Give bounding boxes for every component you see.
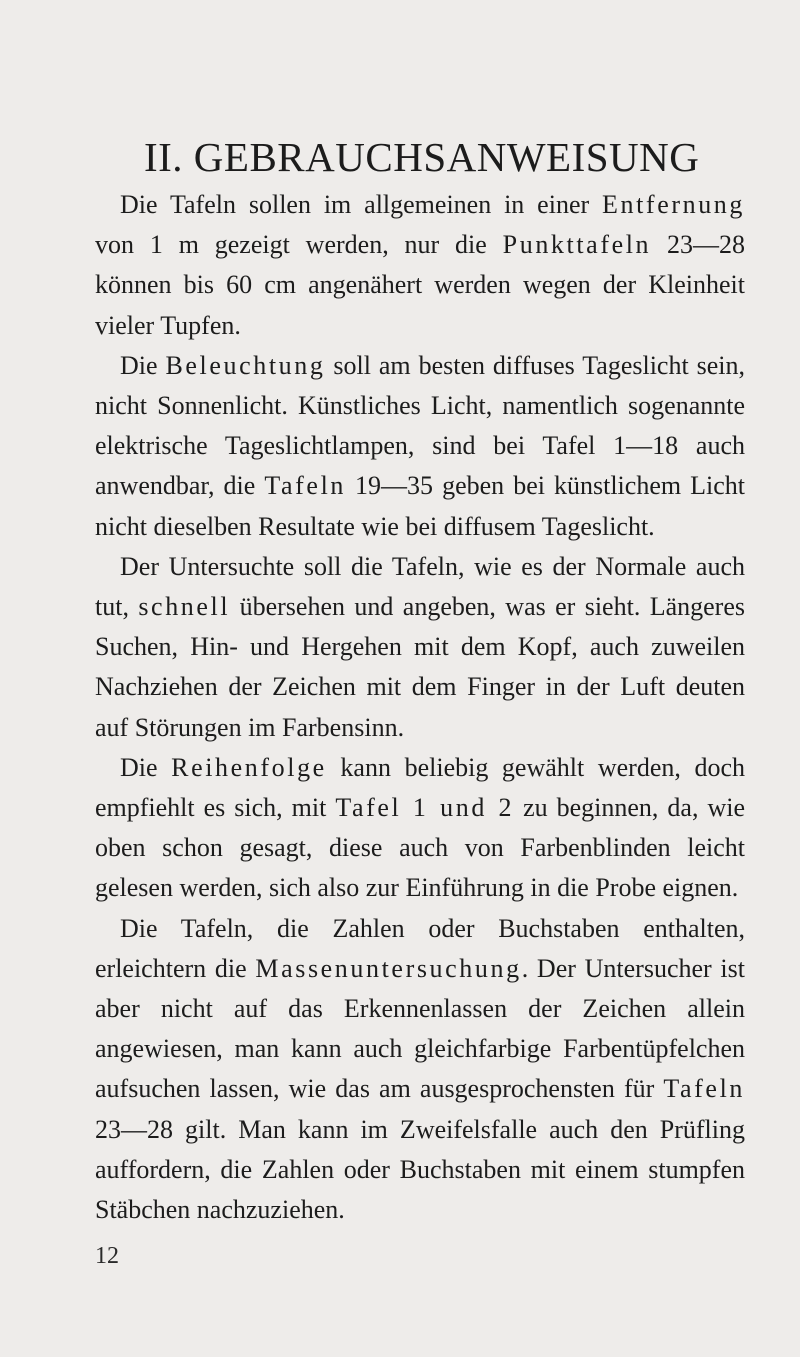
- spaced-term-tafeln: Tafeln: [264, 471, 346, 501]
- text-run: kann beliebig gewählt werden, doch empfiehlt es sich, mit: [95, 752, 745, 823]
- spaced-term-punkttafeln: Punkttafeln: [502, 230, 652, 260]
- text-run: soll am besten diffuses Tageslicht sein, nicht Sonnenlicht. Künstliches Licht, namentlich sogenannte elektrische Tageslichtlampen, sind bei Tafel 1—18 auch anwendbar, die: [95, 350, 745, 501]
- text-run: zu beginnen, da, wie oben schon gesagt, diese auch von Farbenblinden leicht gelesen werden, sich also zur Einführung in die Probe eignen.: [95, 793, 745, 903]
- section-heading: II. GEBRAUCHSANWEISUNG: [144, 134, 700, 180]
- text-run: Die: [120, 752, 172, 782]
- paragraph-mass-screening: [95, 909, 745, 1231]
- text-run: Die Tafeln sollen im allgemeinen in einer: [120, 190, 603, 219]
- paragraph-distance: [95, 185, 745, 346]
- text-run: Die Tafeln, die Zahlen oder Buchstaben enthalten, erleichtern die: [95, 913, 745, 983]
- paragraph-lighting: [95, 346, 745, 547]
- spaced-term-massenuntersuchung: Massenuntersuchung: [255, 953, 522, 983]
- text-run: übersehen und angeben, was er sieht. Längeres Suchen, Hin- und Hergehen mit dem Kopf, auch zuweilen Nachziehen der Zeichen mit dem Finger in der Luft deuten auf Störungen im Farbensinn.: [95, 592, 745, 742]
- body-text: [95, 185, 745, 1230]
- text-run: . Der Untersucher ist aber nicht auf das Erkennenlassen der Zeichen allein angewiesen, man kann auch gleichfarbige Farbentüpfelchen aufsuchen lassen, wie das am ausgesprochensten für: [95, 953, 745, 1104]
- text-run: von 1 m gezeigt werden, nur die: [95, 230, 503, 260]
- paragraph-order: [95, 748, 745, 909]
- text-run: Die: [120, 350, 166, 380]
- paragraph-speed: [95, 547, 745, 748]
- spaced-term-tafel-1-und-2: Tafel 1 und 2: [335, 793, 515, 823]
- text-run: 23—28 können bis 60 cm angenähert werden wegen der Kleinheit vieler Tupfen.: [95, 230, 746, 340]
- spaced-term-schnell: schnell: [138, 592, 231, 622]
- text-run: Der Untersuchte soll die Tafeln, wie es der Normale auch tut,: [95, 551, 745, 622]
- spaced-term-tafeln: Tafeln: [663, 1074, 745, 1104]
- spaced-term-reihenfolge: Reihenfolge: [171, 752, 327, 782]
- text-run: 19—35 geben bei künstlichem Licht nicht dieselben Resultate wie bei diffusem Tageslicht.: [95, 471, 745, 541]
- spaced-term-entfernung: Entfernung: [602, 190, 745, 219]
- text-run: 23—28 gilt. Man kann im Zweifelsfalle auch den Prüfling auffordern, die Zahlen oder Buchstaben mit einem stumpfen Stäbchen nachzuziehen.: [95, 1114, 745, 1225]
- page-number: 12: [95, 1243, 119, 1269]
- spaced-term-beleuchtung: Beleuchtung: [165, 350, 326, 380]
